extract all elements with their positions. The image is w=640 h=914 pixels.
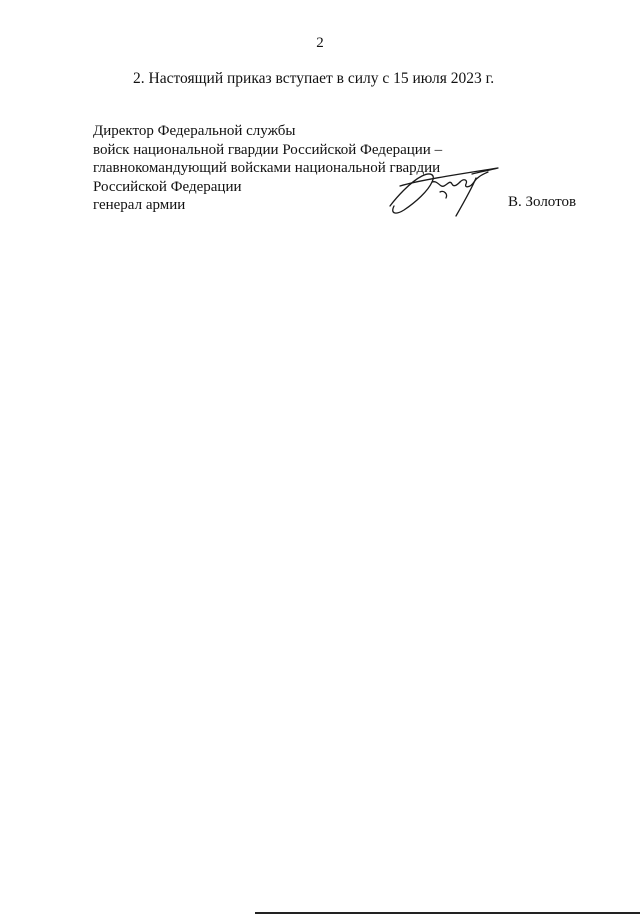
page-number: 2: [316, 35, 324, 51]
signature-title-line-4: Российской Федерации: [93, 178, 242, 195]
signature-title-line-1: Директор Федеральной службы: [93, 123, 296, 139]
signature-title-line-3: главнокомандующий войсками национальной гвардии: [93, 160, 441, 176]
signer-name: В. Золотов: [508, 194, 577, 210]
order-paragraph: 2. Настоящий приказ вступает в силу с 15 июля 2023 г.: [133, 70, 495, 87]
signature-title-line-2: войск национальной гвардии Российской Федерации –: [93, 141, 443, 158]
signature-title-line-5: генерал армии: [93, 197, 186, 213]
handwritten-signature-icon: [380, 158, 505, 220]
